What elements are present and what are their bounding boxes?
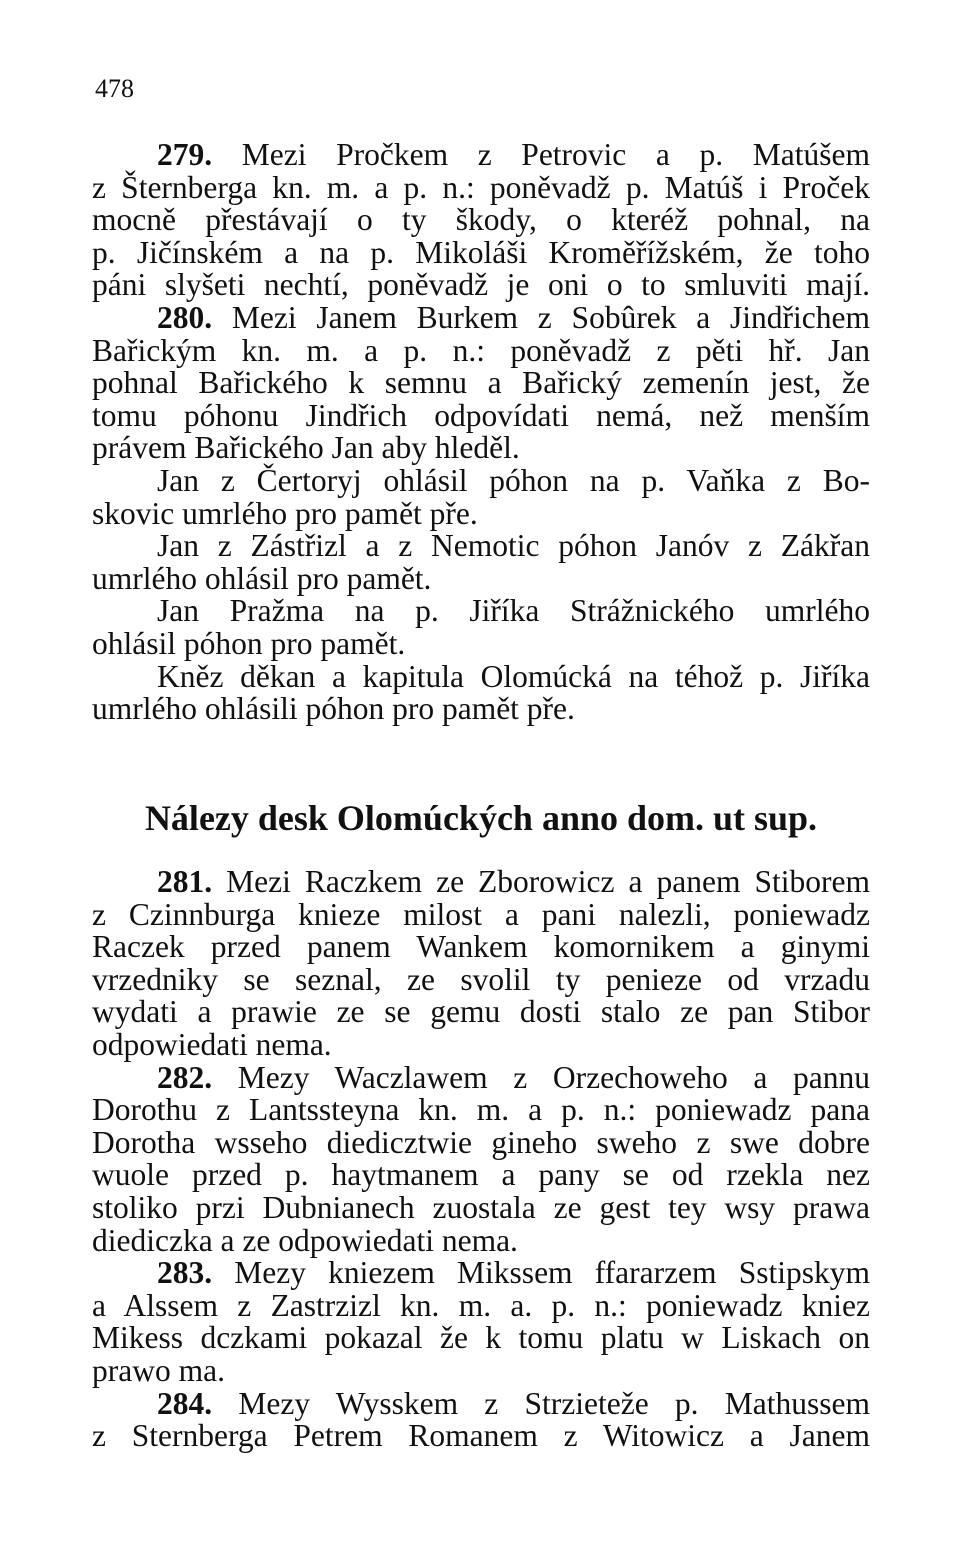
text-line <box>157 660 870 694</box>
section-heading: Nálezy desk Olomúckých anno dom. ut sup. <box>144 798 818 838</box>
line-text: pohnal Bařického k semnu a Bařický zemenín jest, že <box>92 365 870 401</box>
line-text: Dorothu z Lantssteyna kn. m. a p. n.: poniewadz pana <box>92 1092 870 1128</box>
text-line <box>92 562 870 596</box>
text-line <box>92 692 870 726</box>
text-line <box>92 1158 870 1192</box>
text-line <box>157 1387 870 1421</box>
text-line <box>92 930 870 964</box>
text-line <box>92 995 870 1029</box>
text-line <box>92 1321 870 1355</box>
line-text: Mezi Janem Burkem z Sobûrek a Jindřichem <box>212 300 870 335</box>
entry-number: 284. <box>157 1385 213 1421</box>
text-line <box>92 399 870 433</box>
text-line <box>92 1093 870 1127</box>
line-text: Kněz děkan a kapitula Olomúcká na téhož p. Jiříka <box>157 658 870 694</box>
line-text: Mezi Raczkem ze Zborowicz a panem Stiborem <box>212 864 870 899</box>
text-line <box>157 594 870 628</box>
text-line <box>92 1191 870 1225</box>
line-text: Mezy kniezem Mikssem ffararzem Sstipskym <box>212 1255 870 1291</box>
text-line <box>92 627 870 661</box>
line-text: ohlásil póhon pro pamět. <box>92 626 406 661</box>
line-text: Mezy Waczlawem z Orzechoweho a pannu <box>212 1059 870 1095</box>
line-text: diediczka a ze odpowiedati nema. <box>92 1222 518 1258</box>
text-line <box>92 1289 870 1323</box>
line-text: Dorotha wsseho diedicztwie gineho sweho z swe dobre <box>92 1124 870 1160</box>
text-line <box>157 464 870 498</box>
line-text: wydati a prawie ze se gemu dosti stalo ze pan Stibor <box>92 994 870 1030</box>
line-text: Mikess dczkami pokazal že k tomu platu w Liskach on <box>92 1320 870 1356</box>
text-line <box>92 171 870 205</box>
line-text: z Šternberga kn. m. a p. n.: poněvadž p. Matúš i Proček <box>92 169 870 205</box>
entry-number: 280. <box>157 300 213 335</box>
line-text: vrzedniky se seznal, ze svolil ty penieze od vrzadu <box>92 961 870 997</box>
line-text: umrlého ohlásil pro pamět. <box>92 560 432 596</box>
line-text: Bařickým kn. m. a p. n.: poněvadž z pěti hř. Jan <box>92 332 870 368</box>
text-line <box>157 301 870 335</box>
page-number: 478 <box>95 74 134 103</box>
entry-number: 279. <box>157 137 213 172</box>
entry-number: 283. <box>157 1255 213 1291</box>
text-line <box>157 529 870 563</box>
line-text: páni slyšeti nechtí, poněvadž je oni o to smluviti mají. <box>92 267 870 303</box>
line-text: z Sternberga Petrem Romanem z Witowicz a Janem <box>92 1418 870 1454</box>
line-text: právem Bařického Jan aby hleděl. <box>92 430 520 466</box>
line-text: umrlého ohlásili póhon pro pamět pře. <box>92 691 575 727</box>
line-text: skovic umrlého pro pamět pře. <box>92 495 478 531</box>
text-line <box>92 1354 870 1388</box>
line-text: stoliko przi Dubnianech zuostala ze gest tey wsy prawa <box>92 1190 870 1225</box>
text-line <box>92 236 870 270</box>
text-line <box>92 1224 870 1258</box>
text-line <box>157 1061 870 1095</box>
text-line <box>92 431 870 465</box>
line-text: wuole przed p. haytmanem a pany se od rzekla nez <box>92 1157 870 1193</box>
line-text: Mezy Wysskem z Strzieteže p. Mathussem <box>212 1385 870 1421</box>
entry-number: 281. <box>157 864 213 899</box>
text-line <box>92 898 870 932</box>
line-text: Jan z Čertoryj ohlásil póhon na p. Vaňka z Bo- <box>157 463 870 498</box>
text-line <box>92 1126 870 1160</box>
text-line <box>157 865 870 899</box>
text-line <box>92 203 870 237</box>
text-line <box>92 1028 870 1062</box>
line-text: a Alssem z Zastrzizl kn. m. a. p. n.: poniewadz kniez <box>92 1287 870 1323</box>
line-text: Jan Pražma na p. Jiříka Strážnického umrlého <box>157 593 870 629</box>
text-line <box>92 268 870 302</box>
line-text: tomu póhonu Jindřich odpovídati nemá, než menším <box>92 397 870 433</box>
line-text: Jan z Zástřizl a z Nemotic póhon Janóv z Zákřan <box>157 528 870 564</box>
line-text: prawo ma. <box>92 1353 225 1388</box>
text-line <box>157 138 870 172</box>
line-text: Mezi Pročkem z Petrovic a p. Matúšem <box>212 137 870 172</box>
line-text: odpowiedati nema. <box>92 1027 332 1062</box>
text-line <box>92 334 870 368</box>
text-line <box>92 497 870 531</box>
line-text: Raczek przed panem Wankem komornikem a ginymi <box>92 929 870 965</box>
entry-number: 282. <box>157 1059 213 1095</box>
text-line <box>92 366 870 400</box>
line-text: p. Jičínském a na p. Mikoláši Kroměřížském, že toho <box>92 234 870 270</box>
line-text: z Czinnburga knieze milost a pani nalezli, poniewadz <box>92 896 870 932</box>
line-text: mocně přestávají o ty škody, o kteréž pohnal, na <box>92 202 870 238</box>
text-line <box>92 963 870 997</box>
text-line <box>157 1256 870 1290</box>
text-line <box>92 1419 870 1453</box>
